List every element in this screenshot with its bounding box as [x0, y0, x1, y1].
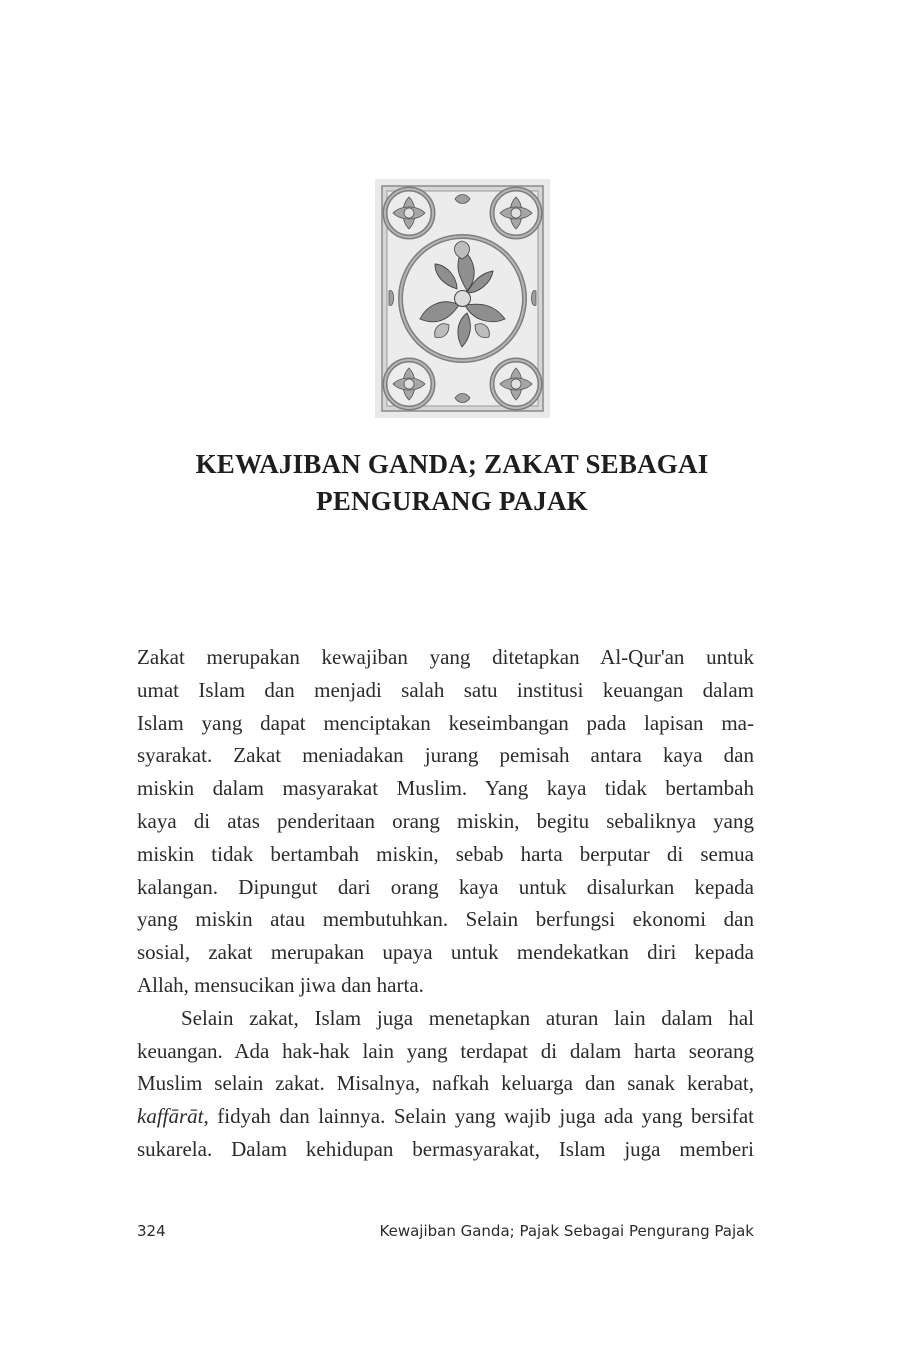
text-line: sukarela. Dalam kehidupan bermasyarakat, Islam juga memberi: [137, 1136, 754, 1161]
page-footer: [137, 1222, 754, 1246]
floral-arabesque-ornament-icon: [375, 179, 550, 418]
paragraph-2: [137, 1002, 754, 1166]
text-line: Selain zakat, Islam juga menetapkan aturan lain dalam hal: [181, 1005, 754, 1030]
text-line: umat Islam dan menjadi salah satu institusi keuangan dalam: [137, 677, 754, 702]
text-line-rest: fidyah dan lainnya. Selain yang wajib juga ada yang bersifat: [217, 1104, 754, 1129]
term-comma: ,: [203, 1104, 218, 1129]
page-number: 324: [137, 1222, 166, 1240]
chapter-title: [100, 446, 804, 520]
text-line: yang miskin atau membutuhkan. Selain berfungsi ekonomi dan: [137, 907, 754, 932]
text-line-with-term: [137, 1100, 754, 1133]
text-line: Islam yang dapat menciptakan keseimbangan pada lapisan ma-: [137, 710, 754, 735]
text-line: syarakat. Zakat meniadakan jurang pemisah antara kaya dan: [137, 743, 754, 768]
paragraph-1: [137, 641, 754, 1002]
text-line: keuangan. Ada hak-hak lain yang terdapat di dalam harta seorang: [137, 1038, 754, 1063]
text-line: Allah, mensucikan jiwa dan harta.: [137, 972, 424, 997]
text-line: kalangan. Dipungut dari orang kaya untuk disalurkan kepada: [137, 874, 754, 899]
chapter-title-line-2: PENGURANG PAJAK: [316, 486, 588, 516]
chapter-title-line-1: KEWAJIBAN GANDA; ZAKAT SEBAGAI: [195, 449, 709, 479]
italic-term: kaffārāt: [137, 1104, 204, 1129]
text-line: miskin dalam masyarakat Muslim. Yang kaya tidak bertambah: [137, 776, 754, 801]
running-title: Kewajiban Ganda; Pajak Sebagai Pengurang Pajak: [379, 1222, 754, 1240]
body-text: [137, 641, 754, 1166]
text-line: sosial, zakat merupakan upaya untuk mendekatkan diri kepada: [137, 940, 754, 965]
text-line: Zakat merupakan kewajiban yang ditetapkan Al-Qur'an untuk: [137, 645, 754, 669]
text-line: Muslim selain zakat. Misalnya, nafkah keluarga dan sanak kerabat,: [137, 1071, 754, 1096]
text-line: miskin tidak bertambah miskin, sebab harta berputar di semua: [137, 841, 754, 866]
text-line: kaya di atas penderitaan orang miskin, begitu sebaliknya yang: [137, 808, 754, 833]
